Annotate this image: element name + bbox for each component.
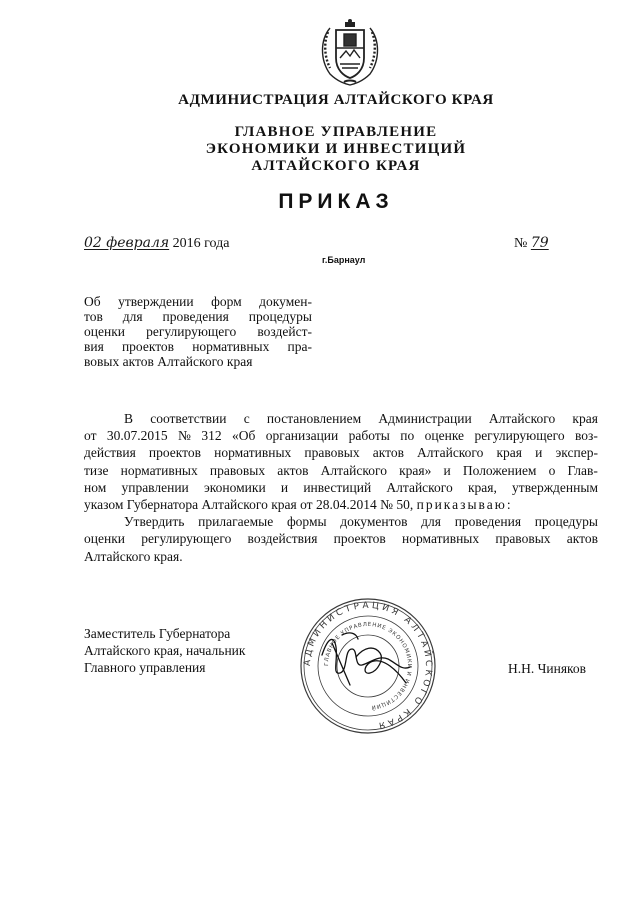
handwritten-number: 79	[530, 235, 549, 251]
department-line: ГЛАВНОЕ УПРАВЛЕНИЕ	[234, 124, 438, 140]
document-date	[84, 235, 229, 252]
body-line: Алтайского края.	[84, 548, 183, 564]
round-stamp-icon	[292, 597, 444, 735]
body-line: действия проектов нормативных правовых актов Алтайского края и экспер-	[84, 445, 598, 461]
seal-inner-text: ГЛАВНОЕ УПРАВЛЕНИЕ ЭКОНОМИКИ И ИНВЕСТИЦИЙ	[323, 621, 413, 710]
body-line: Утвердить прилагаемые формы документов для проведения процедуры	[124, 514, 598, 530]
administration-name: АДМИНИСТРАЦИЯ АЛТАЙСКОГО КРАЯ	[178, 92, 494, 108]
handwritten-date: 02 февраля	[84, 235, 170, 251]
department-line: АЛТАЙСКОГО КРАЯ	[251, 158, 421, 174]
signatory-title-line: Алтайского края, начальник	[84, 643, 246, 658]
body-line	[84, 496, 598, 513]
subject-line: вия проектов нормативных пра-	[84, 339, 312, 354]
body-line: тизе нормативных правовых актов Алтайского края» и Положением о Глав-	[84, 462, 598, 478]
subject-line: тов для проведения процедуры	[84, 309, 312, 324]
subject-line: оценки регулирующего воздейст-	[84, 324, 312, 339]
body-line: В соответствии с постановлением Администрации Алтайского края	[124, 411, 598, 426]
date-suffix: 2016 года	[172, 236, 230, 251]
order-word: приказываю:	[416, 497, 513, 513]
document-type: ПРИКАЗ	[278, 190, 394, 213]
subject-line: вовых актов Алтайского края	[84, 354, 253, 369]
seal-outer-text: АДМИНИСТРАЦИЯ АЛТАЙСКОГО КРАЯ	[302, 600, 434, 731]
coat-of-arms-icon	[316, 18, 384, 88]
city: г.Барнаул	[322, 255, 366, 265]
signatory-title-line: Заместитель Губернатора	[84, 626, 231, 641]
body-line: от 30.07.2015 № 312 «Об организации работы по оценке регулирующего воз-	[84, 428, 598, 444]
department-line: ЭКОНОМИКИ И ИНВЕСТИЦИЙ	[205, 141, 467, 157]
body-line-text: указом Губернатора Алтайского края от 28.04.2014 № 50,	[84, 497, 414, 513]
signatory-title	[84, 625, 245, 676]
document-number	[514, 235, 549, 252]
body-line: ном управлении экономики и инвестиций Алтайского края, утвержденным	[84, 479, 598, 495]
document-subject	[84, 294, 312, 369]
number-prefix: №	[514, 236, 528, 251]
document-body	[84, 410, 598, 565]
body-line: оценки регулирующего воздействия проектов нормативных правовых актов	[84, 531, 598, 547]
signatory-title-line: Главного управления	[84, 660, 206, 675]
signatory-name: Н.Н. Чиняков	[508, 661, 587, 676]
subject-line: Об утверждении форм докумен-	[84, 294, 312, 309]
department-name	[16, 124, 640, 175]
